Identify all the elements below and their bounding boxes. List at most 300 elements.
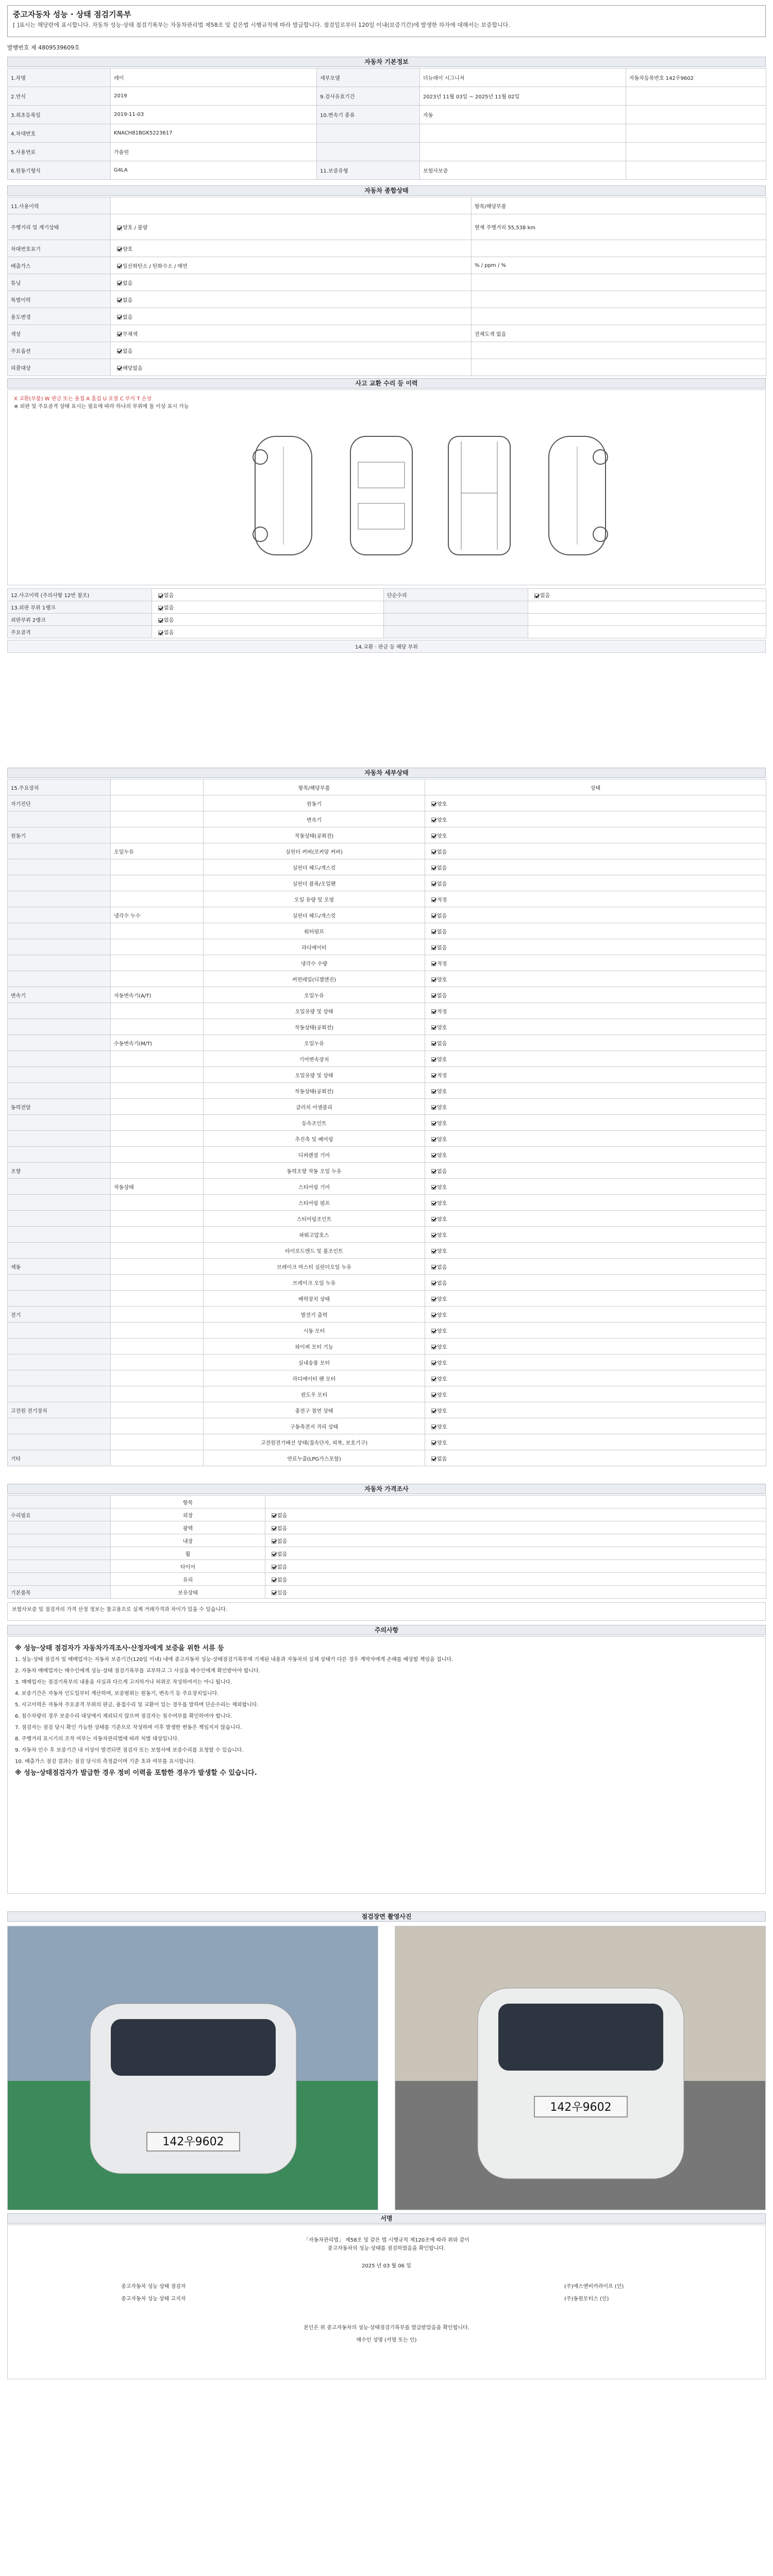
section-cautions: 주의사항 [7,1625,766,1635]
checkbox-icon[interactable] [272,1539,276,1544]
caution-line: 7. 점검자는 점검 당시 확인 가능한 상태를 기준으로 작성하며 이후 발생한 변동은 책임지지 않습니다. [15,1725,242,1731]
detail-row [8,795,766,811]
basic-value: KNACH81BGK5223617 [111,124,317,143]
detail-group [8,1370,111,1386]
basic-label: 6.원동기형식 [8,161,111,180]
price-state [265,1573,766,1586]
price-item: 내장 [111,1534,265,1547]
accident-row [8,614,766,626]
detail-group [8,843,111,859]
detail-group [8,1179,111,1195]
price-item: 타이어 [111,1560,265,1573]
state-value: 없음 [437,881,447,887]
checkbox-icon[interactable] [272,1552,276,1556]
detail-group [8,1227,111,1243]
checkbox-icon[interactable] [431,1377,436,1381]
checkbox-icon[interactable] [431,850,436,854]
detail-row [8,1099,766,1115]
price-row [8,1560,766,1573]
checkbox-icon[interactable] [431,929,436,934]
section-signature: 서명 [7,2213,766,2224]
checkbox-icon[interactable] [431,1201,436,1206]
detail-item: 기어변속장치 [204,1051,425,1067]
detail-row [8,1179,766,1195]
detail-row [8,1291,766,1307]
checkbox-icon[interactable] [431,1105,436,1110]
accident-value [152,614,384,626]
state-value: 있음 [277,1590,288,1596]
detail-sub [111,971,204,987]
detail-state [425,987,766,1003]
detail-item: 파워고압호스 [204,1227,425,1243]
basic-label: 2.연식 [8,87,111,106]
detail-state [425,939,766,955]
detail-state [425,1003,766,1019]
sig-confirm-2: 중고자동차의 성능·상태를 점검하였음을 확인합니다. [327,2246,446,2251]
basic-label: 3.최초등록일 [8,106,111,124]
detail-group: 15.주요장치 [8,779,111,795]
price-row [8,1509,766,1521]
state-value: 없음 [437,865,447,871]
detail-group [8,1291,111,1307]
detail-state [425,1259,766,1275]
checkbox-icon[interactable] [431,882,436,886]
price-group [8,1521,111,1534]
checkbox-icon[interactable] [431,1281,436,1285]
checkbox-icon[interactable] [117,332,122,336]
checkbox-icon[interactable] [431,1153,436,1158]
accident-label-2 [384,614,528,626]
detail-sub [111,1338,204,1354]
checkbox-icon[interactable] [431,1217,436,1222]
checkbox-icon[interactable] [117,349,122,353]
detail-row [8,827,766,843]
detail-state [425,1051,766,1067]
detail-row [8,923,766,939]
state-value: 없음 [164,630,174,636]
detail-state [425,1131,766,1147]
caution-line: 3. 매매업자는 점검기록부의 내용을 사실과 다르게 고지하거나 허위로 작성하여서는 아니 됩니다. [15,1680,232,1685]
price-row [8,1586,766,1599]
general-row [8,240,766,257]
basic-value-3 [626,106,766,124]
general-state [111,291,472,308]
detail-group: 동력전달 [8,1099,111,1115]
general-item: 리콜대상 [8,359,111,376]
detail-row [8,811,766,827]
detail-sub [111,1434,204,1450]
detail-state [425,1147,766,1163]
basic-row [8,69,766,87]
basic-value: 레이 [111,69,317,87]
detail-row [8,891,766,907]
checkbox-icon[interactable] [431,1297,436,1301]
checkbox-icon[interactable] [431,1233,436,1238]
basic-label-2: 11.보증유형 [317,161,420,180]
detail-item: 와이퍼 모터 기능 [204,1338,425,1354]
basic-label: 1.차명 [8,69,111,87]
detail-row [8,1338,766,1354]
checkbox-icon[interactable] [431,913,436,918]
detail-sub [111,923,204,939]
state-value: 적정 [437,1073,447,1079]
state-value: 양호 [437,801,447,807]
price-group [8,1560,111,1573]
accident-label-2 [384,626,528,638]
accident-label-2: 단순수리 [384,589,528,601]
section-photos: 점검장면 촬영사진 [7,1911,766,1922]
state-value: 없음 [123,297,133,303]
detail-group [8,891,111,907]
basic-value-2: 2023년 11월 03일 ~ 2025년 11월 02일 [420,87,626,106]
checkbox-icon[interactable] [431,1121,436,1126]
state-value: 없음 [123,280,133,286]
detail-row [8,1131,766,1147]
detail-group [8,1003,111,1019]
detail-group [8,1115,111,1131]
checkbox-icon[interactable] [431,1057,436,1062]
general-note [472,274,766,291]
state-value: 없음 [277,1538,288,1545]
detail-sub: 수동변속기(M/T) [111,1035,204,1051]
checkbox-icon[interactable] [272,1565,276,1569]
checkbox-icon[interactable] [431,1025,436,1030]
state-value: 양호 [437,1376,447,1382]
detail-state [425,1195,766,1211]
accident-value-2 [528,601,766,614]
state-value: 양호 [437,1089,447,1095]
general-row [8,359,766,376]
detail-state: 상태 [425,779,766,795]
detail-group [8,1243,111,1259]
accident-row [8,601,766,614]
checkbox-icon[interactable] [431,1089,436,1094]
general-row [8,325,766,342]
state-value: 양호 [437,1440,447,1446]
detail-state [425,1291,766,1307]
detail-row [8,1195,766,1211]
detail-group [8,923,111,939]
state-value: 양호 [437,1200,447,1207]
checkbox-icon[interactable] [431,818,436,822]
detail-state [425,1227,766,1243]
checkbox-icon[interactable] [272,1513,276,1518]
car-left-view-icon [234,431,332,560]
general-state [111,240,472,257]
state-value: 없음 [437,1280,447,1286]
detail-row [8,1259,766,1275]
checkbox-icon[interactable] [272,1578,276,1582]
detail-state [425,1179,766,1195]
front-plate-text: 142우9602 [162,2136,224,2148]
detail-state [425,971,766,987]
detail-item: 실린더 헤드/개스킷 [204,907,425,923]
basic-value-2 [420,143,626,161]
detail-row [8,987,766,1003]
general-state [111,197,472,214]
diagram-legend [14,395,189,411]
detail-sub [111,1307,204,1323]
checkbox-icon[interactable] [431,1329,436,1333]
state-value: 양호 [437,1408,447,1414]
checkbox-icon[interactable] [431,1456,436,1461]
price-note: 보험사보증 및 점검자의 가격 산정 정보는 참고용으로 실제 거래가격과 차이가 있을 수 있습니다. [7,1602,766,1621]
signature-box [7,2225,766,2379]
price-row [8,1547,766,1560]
detail-row [8,1307,766,1323]
state-value: 없음 [437,945,447,951]
detail-state [425,1386,766,1402]
basic-value-3 [626,87,766,106]
detail-group [8,859,111,875]
detail-state [425,1211,766,1227]
caution-line: 5. 사고이력은 자동차 주요골격 부위의 판금, 용접수리 및 교환이 있는 경우를 말하며 단순수리는 제외합니다. [15,1702,259,1708]
state-value: 적정 [437,961,447,967]
checkbox-icon[interactable] [272,1590,276,1595]
section-basic: 자동차 기본정보 [7,57,766,67]
state-value: 양호 [437,1424,447,1430]
detail-item: 오일 유량 및 오염 [204,891,425,907]
detail-item: 오일유량 및 상태 [204,1067,425,1083]
checkbox-icon[interactable] [431,1073,436,1078]
detail-row [8,843,766,859]
detail-row [8,1211,766,1227]
caution-line: 9. 자동차 인수 후 보증기간 내 이상이 발견되면 점검자 또는 보험사에 보증수리를 요청할 수 있습니다. [15,1748,244,1753]
detail-row [8,859,766,875]
general-row [8,291,766,308]
rear-photo [395,1926,766,2210]
price-state [265,1560,766,1573]
checkbox-icon[interactable] [431,1137,436,1142]
checkbox-icon[interactable] [431,1409,436,1413]
cautions-heading: ※ 성능·상태 점검자가 자동차가격조사·산정자에게 보증을 위한 서류 등 [15,1645,224,1652]
detail-sub: 작동상태 [111,1179,204,1195]
checkbox-icon[interactable] [534,594,539,598]
checkbox-icon[interactable] [431,1425,436,1429]
detail-group: 조향 [8,1163,111,1179]
checkbox-icon[interactable] [431,1185,436,1190]
checkbox-icon[interactable] [158,606,163,611]
basic-row [8,106,766,124]
detail-state [425,955,766,971]
car-rear-photo-icon [395,1926,766,2210]
state-value: 없음 [277,1577,288,1583]
accident-value [152,626,384,638]
state-value: 없음 [437,849,447,855]
sig-inspector: 중고자동차 성능 상태 점검자 [121,2284,186,2290]
detail-group [8,1338,111,1354]
accident-label: 12.사고이력 (주의사항 12번 참조) [8,589,152,601]
detail-item: 구동축전지 격리 상태 [204,1418,425,1434]
checkbox-icon[interactable] [158,618,163,623]
checkbox-icon[interactable] [158,594,163,598]
price-item: 유리 [111,1573,265,1586]
checkbox-icon[interactable] [272,1526,276,1531]
detail-state [425,827,766,843]
price-state [265,1586,766,1599]
accident-label: 주요골격 [8,626,152,638]
basic-label: 5.사용연료 [8,143,111,161]
checkbox-icon[interactable] [431,1440,436,1445]
general-state [111,308,472,325]
general-state [111,257,472,274]
checkbox-icon[interactable] [431,1313,436,1317]
cautions-emphasis: ※ 성능·상태점검자가 발급한 경우 정비 이력을 포함한 경우가 발생할 수 있습니다. [15,1769,257,1777]
state-value: 없음 [437,929,447,935]
accident-value-2 [528,626,766,638]
section-price: 자동차 가격조사 [7,1484,766,1494]
checkbox-icon[interactable] [431,1393,436,1397]
price-row [8,1521,766,1534]
general-row [8,214,766,240]
detail-item: 브레이크 오일 누유 [204,1275,425,1291]
sig-date: 2025 년 03 월 06 일 [362,2263,411,2269]
state-value: 없음 [277,1513,288,1519]
checkbox-icon[interactable] [158,631,163,635]
general-row [8,274,766,291]
car-top-view-icon [332,431,430,560]
basic-value-2: 더뉴레이 시그니처 [420,69,626,87]
general-note [472,291,766,308]
checkbox-icon[interactable] [431,977,436,982]
accident-label-2 [384,601,528,614]
detail-sub [111,1131,204,1147]
general-state [111,359,472,376]
detail-item: 실내송풍 모터 [204,1354,425,1370]
detail-row [8,1051,766,1067]
detail-state [425,923,766,939]
state-value: 일산화탄소 / 탄화수소 / 매연 [123,263,188,269]
detail-item: 라디에이터 [204,939,425,955]
detail-group [8,1275,111,1291]
detail-sub [111,1370,204,1386]
detail-item: 등속조인트 [204,1115,425,1131]
detail-row [8,1083,766,1099]
general-note: 현재 주행거리 55,538 km [472,214,766,240]
detail-group [8,1019,111,1035]
detail-item: 브레이크 마스터 실린더오일 누유 [204,1259,425,1275]
state-value: 양호 [437,1232,447,1239]
sig-buyer: 본인은 위 중고자동차의 성능·상태점검기록부를 발급받았음을 확인합니다. [304,2325,469,2331]
car-front-photo-icon [8,1926,378,2210]
accident-value-2 [528,614,766,626]
checkbox-icon[interactable] [431,993,436,998]
accident-value [152,601,384,614]
checkbox-icon[interactable] [117,281,122,285]
price-group [8,1534,111,1547]
checkbox-icon[interactable] [431,1345,436,1349]
accident-table [7,588,766,638]
basic-value-2: 자동 [420,106,626,124]
detail-item: 워터펌프 [204,923,425,939]
exchange-part-table [7,640,766,653]
state-value: 양호 [123,246,133,252]
detail-sub [111,1195,204,1211]
cautions-box [7,1636,766,1894]
detail-sub [111,1323,204,1338]
checkbox-icon[interactable] [431,897,436,902]
price-state [265,1521,766,1534]
detail-state [425,875,766,891]
detail-item: 커먼레일(디젤엔진) [204,971,425,987]
detail-state [425,1354,766,1370]
detail-item: 항목/해당부품 [204,779,425,795]
detail-item: 충전구 절연 상태 [204,1402,425,1418]
checkbox-icon[interactable] [117,226,122,230]
detail-sub [111,795,204,811]
doc-number: 발행번호 제 4809539609호 [7,44,80,51]
detail-group [8,1083,111,1099]
general-row [8,257,766,274]
state-value: 양호 [437,1360,447,1366]
state-value: 적정 [437,897,447,903]
checkbox-icon[interactable] [117,264,122,268]
accident-value [152,589,384,601]
state-value: 없음 [437,1041,447,1047]
detail-item: 오일유량 및 상태 [204,1003,425,1019]
checkbox-icon[interactable] [431,1265,436,1269]
detail-sub [111,1450,204,1466]
basic-value-3 [626,124,766,143]
checkbox-icon[interactable] [431,961,436,966]
checkbox-icon[interactable] [431,1249,436,1253]
detail-group [8,1195,111,1211]
price-item: 항목 [111,1496,265,1509]
checkbox-icon[interactable] [431,1361,436,1365]
detail-row [8,1386,766,1402]
checkbox-icon[interactable] [431,1169,436,1174]
document-notice: [ ]표시는 해당란에 표시합니다. 자동차 성능·상태 점검기록부는 자동차관리법 제58조 및 같은법 시행규칙에 따라 발급합니다. 점검일로부터 120일 이내(보증기간)에 발생한 하자에 대해서는 보증합니다. [13,22,510,28]
state-value: 무채색 [123,331,138,337]
detail-row [8,1035,766,1051]
detail-item: 라디에이터 팬 모터 [204,1370,425,1386]
detail-state [425,1418,766,1434]
checkbox-icon[interactable] [431,866,436,870]
price-item: 보유상태 [111,1586,265,1599]
detail-item: 윈도우 모터 [204,1386,425,1402]
detail-sub [111,891,204,907]
checkbox-icon[interactable] [117,315,122,319]
checkbox-icon[interactable] [431,1041,436,1046]
caution-line: 6. 침수차량의 경우 보증수리 대상에서 제외되지 않으며 점검자는 침수여부를 확인하여야 합니다. [15,1714,232,1719]
checkbox-icon[interactable] [431,1009,436,1014]
state-value: 없음 [437,1456,447,1462]
caution-lines [15,1656,758,1766]
general-row [8,197,766,214]
detail-item: 고전원전기배선 상태(접속단자, 피복, 보호기구) [204,1434,425,1450]
detail-row [8,907,766,923]
detail-group [8,1211,111,1227]
state-value: 양호 [437,1344,447,1350]
detail-group: 변속기 [8,987,111,1003]
checkbox-icon[interactable] [117,298,122,302]
checkbox-icon[interactable] [431,945,436,950]
detail-group [8,1147,111,1163]
price-item: 휠 [111,1547,265,1560]
detail-group: 원동기 [8,827,111,843]
checkbox-icon[interactable] [117,247,122,251]
detail-group: 기타 [8,1450,111,1466]
checkbox-icon[interactable] [431,802,436,806]
detail-row [8,939,766,955]
checkbox-icon[interactable] [117,366,122,370]
detail-item: 변속기 [204,811,425,827]
price-group [8,1573,111,1586]
state-value: 양호 [437,1137,447,1143]
checkbox-icon[interactable] [431,834,436,838]
accident-label: 외판부위 2랭크 [8,614,152,626]
state-value: 양호 [437,1057,447,1063]
